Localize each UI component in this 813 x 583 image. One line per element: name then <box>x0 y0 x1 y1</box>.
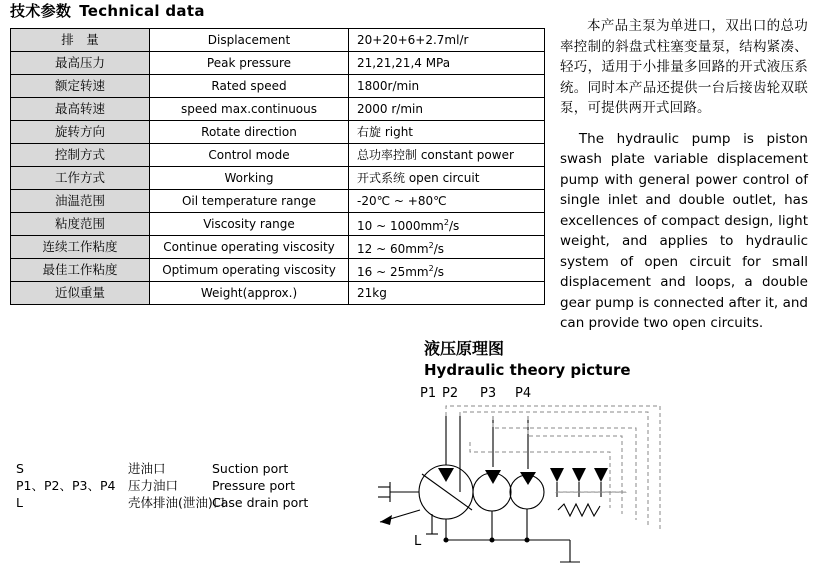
table-row <box>11 213 545 236</box>
table-row <box>11 190 545 213</box>
description-cn: 本产品主泵为单进口，双出口的总功率控制的斜盘式柱塞变量泵，结构紧凑、轻巧，适用于小排量多回路的开式液压系统。同时本产品还提供一台后接齿轮双联泵，可提供两开式回路。 <box>560 18 808 116</box>
table-row <box>11 144 545 167</box>
row-value: 10 ~ $1000mm^2/s$ <box>349 213 545 236</box>
row-label-en: Rated speed <box>150 75 349 98</box>
row-value: 20+20+6+2.7ml/r <box>349 29 545 52</box>
row-label-en: Peak pressure <box>150 52 349 75</box>
gear1-flow-arrow-icon <box>485 470 501 484</box>
row-value: 2000 r/min <box>349 98 545 121</box>
legend-label-en: Pressure port <box>212 478 295 493</box>
legend-label-en: Case drain port <box>212 495 309 510</box>
legend-item <box>16 460 308 477</box>
table-body <box>11 29 545 305</box>
row-label-en: Control mode <box>150 144 349 167</box>
row-label-cn: 控制方式 <box>11 144 150 167</box>
row-label-cn: 油温范围 <box>11 190 150 213</box>
row-value: 总功率控制 constant power <box>349 144 545 167</box>
row-label-cn: 工作方式 <box>11 167 150 190</box>
row-value: 21kg <box>349 282 545 305</box>
table-row <box>11 98 545 121</box>
page-title-en: Technical data <box>79 2 205 20</box>
suction-arrow-icon <box>380 515 392 525</box>
port-label-p4: P4 <box>515 386 532 401</box>
gear2-flow-arrow-icon <box>520 472 536 485</box>
row-value: 开式系统 open circuit <box>349 167 545 190</box>
row-value: 12 ~ $60mm^2/s$ <box>349 236 545 259</box>
row-label-cn: 旋转方向 <box>11 121 150 144</box>
row-label-cn: 粘度范围 <box>11 213 150 236</box>
junction-dot <box>490 538 494 542</box>
relief-valve-icon-1 <box>550 468 564 482</box>
row-label-en: Rotate direction <box>150 121 349 144</box>
row-value: 21,21,21,4 MPa <box>349 52 545 75</box>
row-label-en: Displacement <box>150 29 349 52</box>
port-label-p2: P2 <box>442 386 459 401</box>
row-label-cn: 额定转速 <box>11 75 150 98</box>
legend-label-cn: 进油口 <box>128 461 166 476</box>
row-label-en: Weight(approx.) <box>150 282 349 305</box>
table-row <box>11 121 545 144</box>
page-title <box>10 0 205 21</box>
relief-valve-icon-2 <box>572 468 586 482</box>
table-row <box>11 259 545 282</box>
diagram-title-en: Hydraulic theory picture <box>424 361 631 379</box>
row-label-en: Working <box>150 167 349 190</box>
diagram-title <box>424 336 631 379</box>
legend <box>16 460 308 511</box>
row-label-cn: 连续工作粘度 <box>11 236 150 259</box>
row-value: 1800r/min <box>349 75 545 98</box>
relief-valve-icon-3 <box>594 468 608 482</box>
technical-data-table <box>10 28 545 305</box>
row-label-en: speed max.continuous <box>150 98 349 121</box>
legend-label-cn: 压力油口 <box>128 478 179 493</box>
diagram-title-cn: 液压原理图 <box>424 339 505 358</box>
table-row <box>11 75 545 98</box>
row-label-cn: 最高压力 <box>11 52 150 75</box>
table-row <box>11 236 545 259</box>
row-label-cn: 最高转速 <box>11 98 150 121</box>
legend-item <box>16 494 308 511</box>
row-label-cn: 近似重量 <box>11 282 150 305</box>
junction-dot <box>444 538 448 542</box>
table-row <box>11 167 545 190</box>
port-label-p1: P1 <box>420 386 437 401</box>
port-label-p3: P3 <box>480 386 497 401</box>
legend-symbol: L <box>16 495 23 510</box>
port-label-drain: L <box>414 534 422 549</box>
pump-flow-arrow-icon <box>438 468 454 482</box>
legend-symbol: P1、P2、P3、P4 <box>16 478 116 493</box>
table-row <box>11 282 545 305</box>
row-label-en: Oil temperature range <box>150 190 349 213</box>
legend-label-cn: 壳体排油(泄油)口 <box>128 495 226 510</box>
table-row <box>11 52 545 75</box>
junction-dot <box>525 538 529 542</box>
spring-symbol <box>558 504 600 516</box>
row-label-en: Continue operating viscosity <box>150 236 349 259</box>
legend-item <box>16 477 308 494</box>
row-label-en: Optimum operating viscosity <box>150 259 349 282</box>
table-row <box>11 29 545 52</box>
row-value: 16 ~ $25mm^2/s$ <box>349 259 545 282</box>
product-description <box>560 16 808 334</box>
row-label-cn: 排 量 <box>11 29 150 52</box>
schematic-solid-lines <box>378 416 608 562</box>
legend-symbol: S <box>16 461 24 476</box>
description-en: The hydraulic pump is piston swash plate variable displacement pump with general power control of single inlet and double outlet, has excellences of compact design, light weight, and applies to hydraulic system of open circuit for small displacement and loops, a double gear pump is connected after it, and can provide two open circuits. <box>560 130 808 331</box>
legend-label-en: Suction port <box>212 461 289 476</box>
row-value: -20℃ ~ +80℃ <box>349 190 545 213</box>
row-label-en: Viscosity range <box>150 213 349 236</box>
row-value: 右旋 right <box>349 121 545 144</box>
page-title-cn: 技术参数 <box>10 2 72 20</box>
hydraulic-schematic <box>360 382 800 582</box>
row-label-cn: 最佳工作粘度 <box>11 259 150 282</box>
